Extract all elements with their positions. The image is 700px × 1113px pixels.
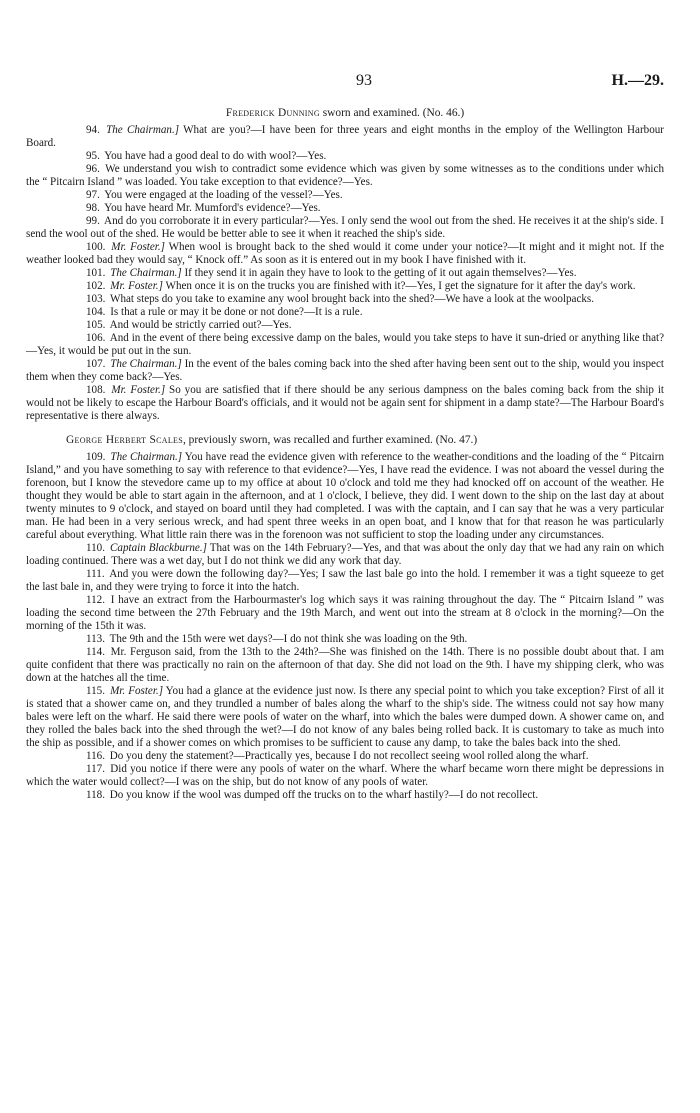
question-paragraph bbox=[26, 202, 664, 215]
question-text: When once it is on the trucks you are finished with it?—Yes, I get the signature for it after the day's work. bbox=[162, 280, 636, 292]
question-number: 117. bbox=[86, 763, 106, 775]
question-paragraph bbox=[26, 633, 664, 646]
question-paragraph bbox=[26, 280, 664, 293]
question-number: 100. bbox=[86, 241, 106, 253]
question-paragraph bbox=[26, 150, 664, 163]
question-paragraph bbox=[26, 124, 664, 150]
question-number: 110. bbox=[86, 542, 106, 554]
question-text: When wool is brought back to the shed would it come under your notice?—It might and it might not. If the weather looked bad they would say, “ Knock off.” As soon as it is entered out in my book I have finished with it. bbox=[26, 241, 664, 266]
question-text: And in the event of there being excessive damp on the bales, would you take steps to have it sun-dried or anything like that?—Yes, it would be put out in the sun. bbox=[26, 332, 664, 357]
question-paragraph bbox=[26, 306, 664, 319]
question-paragraph bbox=[26, 451, 664, 542]
question-paragraph bbox=[26, 293, 664, 306]
question-number: 101. bbox=[86, 267, 106, 279]
question-paragraph bbox=[26, 750, 664, 763]
question-paragraph bbox=[26, 568, 664, 594]
question-number: 99. bbox=[86, 215, 100, 227]
heading-detail: sworn and examined. (No. 46.) bbox=[319, 107, 465, 119]
question-text: Mr. Ferguson said, from the 13th to the 24th?—She was finished on the 14th. There is no possible doubt about that. I am quite confident that there was practically no rain on the afternoon of that day. She did not load on the 9th. I have my shipping clerk, who was down at the hatches all the time. bbox=[26, 646, 664, 684]
witness-heading bbox=[26, 106, 664, 120]
question-text: You have heard Mr. Mumford's evidence?—Yes. bbox=[101, 202, 321, 214]
question-number: 112. bbox=[86, 594, 106, 606]
question-text: That was on the 14th February?—Yes, and that was about the only day that we had any rain on which loading continued. There was a wet day, but I do not think we did any work that day. bbox=[26, 542, 664, 567]
question-number: 108. bbox=[86, 384, 106, 396]
witness-name: Frederick Dunning bbox=[225, 107, 320, 119]
document-reference: H.—29. bbox=[611, 72, 664, 89]
question-number: 111. bbox=[86, 568, 105, 580]
question-number: 105. bbox=[86, 319, 106, 331]
question-number: 106. bbox=[86, 332, 106, 344]
question-text: In the event of the bales coming back into the shed after having been sent out to the ship, would you inspect them when they come back?—Yes. bbox=[26, 358, 664, 383]
question-number: 95. bbox=[86, 150, 100, 162]
question-paragraph bbox=[26, 763, 664, 789]
question-number: 118. bbox=[86, 789, 106, 801]
page-header bbox=[26, 0, 664, 96]
question-paragraph bbox=[26, 163, 664, 189]
question-paragraph bbox=[26, 215, 664, 241]
question-text: You have read the evidence given with reference to the weather-conditions and the loading of the “ Pitcairn Island,” and you have something to say with reference to that evidence?—Yes, I have read the evidence. I was not aboard the vessel during the forenoon, but I know the stevedore came up to my office at about 10 o'clock and told me they had knocked off on account of the weather. He thought they would be able to start again in the afternoon, and at 1 o'clock, I believe, they did. I went down to the ship on the last day at about twenty minutes to 9 o'clock, and stayed on board until they had completed. I was with the captain, and I can say that he was a very particular man. He had been in a very serious wreck, and had spent three weeks in an open boat, and I know that for that reason he was particularly careful about everything. What little rain there was in the forenoon was not sufficient to stop the loading under any circumstances. bbox=[26, 451, 664, 541]
heading-detail: , previously sworn, was recalled and further examined. (No. 47.) bbox=[182, 434, 478, 446]
question-number: 115. bbox=[86, 685, 106, 697]
question-paragraph bbox=[26, 241, 664, 267]
question-paragraph bbox=[26, 384, 664, 423]
question-paragraph bbox=[26, 789, 664, 802]
speaker-name: Mr. Foster.] bbox=[110, 280, 163, 292]
question-text: So you are satisfied that if there should be any serious dampness on the bales coming back from the ship it would not be likely to escape the Harbour Board's officials, and it would not be again sent for shipment in a damp state?—The Harbour Board's representative is there always. bbox=[26, 384, 665, 422]
question-text: And you were down the following day?—Yes; I saw the last bale go into the hold. I remember it was a tight squeeze to get the last bale in, and they were trying to force it into the hatch. bbox=[26, 568, 664, 593]
question-text: You have had a good deal to do with wool?—Yes. bbox=[101, 150, 327, 162]
document-body bbox=[26, 106, 664, 802]
speaker-name: Mr. Foster.] bbox=[110, 685, 164, 697]
question-number: 113. bbox=[86, 633, 106, 645]
question-text: You were engaged at the loading of the vessel?—Yes. bbox=[101, 189, 343, 201]
question-number: 103. bbox=[86, 293, 106, 305]
question-text: We understand you wish to contradict some evidence which was given by some witnesses as to the conditions under which the “ Pitcairn Island ” was loaded. You take exception to that evidence?—Yes. bbox=[26, 163, 664, 188]
question-text: Is that a rule or may it be done or not done?—It is a rule. bbox=[107, 306, 363, 318]
question-number: 107. bbox=[86, 358, 106, 370]
question-paragraph bbox=[26, 319, 664, 332]
speaker-name: The Chairman.] bbox=[110, 267, 182, 279]
question-text: The 9th and the 15th were wet days?—I do not think she was loading on the 9th. bbox=[107, 633, 468, 645]
speaker-name: The Chairman.] bbox=[110, 451, 183, 463]
question-number: 98. bbox=[86, 202, 100, 214]
question-number: 104. bbox=[86, 306, 106, 318]
question-number: 109. bbox=[86, 451, 106, 463]
question-text: Do you deny the statement?—Practically yes, because I do not recollect seeing wool rolled along the wharf. bbox=[107, 750, 589, 762]
question-text: If they send it in again they have to look to the getting of it out again themselves?—Yes. bbox=[181, 267, 577, 279]
speaker-name: The Chairman.] bbox=[106, 124, 180, 136]
question-text: And do you corroborate it in every particular?—Yes. I only send the wool out from the shed. He receives it at the ship's side. I send the wool out of the shed. He would be better able to see it when it reached the ship's side. bbox=[26, 215, 664, 240]
speaker-name: Mr. Foster.] bbox=[111, 384, 166, 396]
question-paragraph bbox=[26, 685, 664, 750]
speaker-name: The Chairman.] bbox=[110, 358, 182, 370]
question-text: I have an extract from the Harbourmaster's log which says it was raining throughout the day. The “ Pitcairn Island ” was loading the second time between the 27th February and the 19th March, and went out into the stream at 8 o'clock in the morning?—On the morning of the 15th it was. bbox=[26, 594, 664, 632]
question-number: 116. bbox=[86, 750, 106, 762]
page-number: 93 bbox=[356, 72, 372, 89]
question-text: What are you?—I have been for three years and eight months in the employ of the Wellington Harbour Board. bbox=[26, 124, 664, 149]
question-number: 102. bbox=[86, 280, 106, 292]
question-text: Do you know if the wool was dumped off the trucks on to the wharf hastily?—I do not recollect. bbox=[107, 789, 539, 801]
question-paragraph bbox=[26, 542, 664, 568]
question-text: You had a glance at the evidence just now. Is there any special point to which you take exception? First of all it is stated that a shower came on, and they trundled a number of bales along the wharf to the ship's side. The witness could not say how many bales were left on the wharf. He said there were pools of water on the wharf, into which the bales were dumped down. A shower came on, and they rolled the bales back into the shed through the wet?—I do not know of any bales being rolled back. It is customary to take as much into the ship as possible, and if a shower comes on which promises to be sufficient to cause any damp, to take the bales back into the shed. bbox=[26, 685, 665, 749]
question-number: 96. bbox=[86, 163, 100, 175]
speaker-name: Captain Blackburne.] bbox=[110, 542, 207, 554]
question-paragraph bbox=[26, 358, 664, 384]
question-text: What steps do you take to examine any wool brought back into the shed?—We have a look at the woolpacks. bbox=[107, 293, 595, 305]
question-number: 114. bbox=[86, 646, 106, 658]
question-number: 94. bbox=[86, 124, 100, 136]
question-text: Did you notice if there were any pools of water on the wharf. Where the wharf became worn there might be depressions in which the water would collect?—I was on the ship, but do not know of any pools of water. bbox=[26, 763, 664, 788]
question-paragraph bbox=[26, 332, 664, 358]
question-paragraph bbox=[26, 646, 664, 685]
witness-name: George Herbert Scales bbox=[66, 434, 183, 446]
question-text: And would be strictly carried out?—Yes. bbox=[107, 319, 292, 331]
question-paragraph bbox=[26, 594, 664, 633]
speaker-name: Mr. Foster.] bbox=[111, 241, 165, 253]
question-number: 97. bbox=[86, 189, 100, 201]
question-paragraph bbox=[26, 267, 664, 280]
witness-heading bbox=[26, 433, 664, 447]
question-paragraph bbox=[26, 189, 664, 202]
